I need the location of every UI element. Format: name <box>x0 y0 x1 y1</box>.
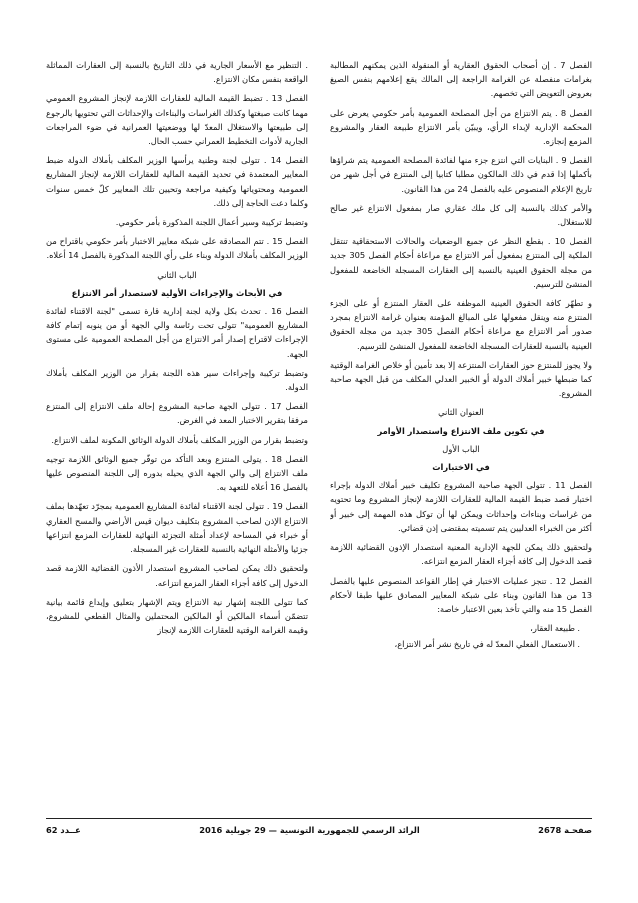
section-heading: العنوان الثاني <box>438 407 484 418</box>
section-heading: الباب الثاني <box>157 269 197 280</box>
paragraph: الفصل 7 . إن أصحاب الحقوق العقارية أو المنقولة الذين يمكنهم المطالبة بغرامات منفصلة عن الغرامة الراجعة إلى المالك يقع إعلامهم بنفس الصيغ بعروض التعويض التي تخصهم. <box>330 60 592 99</box>
paragraph: كما تتولى اللجنة إشهار نية الانتزاع ويتم الإشهار بتعليق وإيداع قائمة بيانية تتضمّن أسماء المالكين أو المالكين المحتملين والمثال القطعي للمشروع، وقيمة الغرامة الوقتية للعقارات اللازمة لإنجاز <box>46 596 308 636</box>
section-title: في الاختبارات <box>432 462 490 473</box>
paragraph: الفصل 16 . تحدث بكل ولاية لجنة إدارية قارة تسمى "لجنة الاقتناء لفائدة المشاريع العمومية" تتولى تحت رئاسة والي الجهة أو من ينوبه إتمام كافة الإجراءات لاقتراح إصدار أمر الانتزاع من أجل المصلحة العمومية على مستوى الجهة. <box>46 306 308 359</box>
list-item: . الاستعمال الفعلي المعدّ له في تاريخ نشر أمر الانتزاع، <box>394 639 580 650</box>
footer-divider <box>46 818 592 819</box>
section-heading: الباب الأول <box>442 443 480 454</box>
right-column <box>330 58 592 812</box>
section-title: في تكوين ملف الانتزاع واستصدار الأوامر <box>377 425 545 436</box>
paragraph: . التنظير مع الأسعار الجارية في ذلك التاريخ بالنسبة إلى العقارات المماثلة الواقعة بنفس مكان الانتزاع. <box>46 60 308 85</box>
paragraph: الفصل 9 . البنايات التي انتزع جزء منها لفائدة المصلحة العمومية يتم شراؤها بأكملها إذا قدم في ذلك المالكون مطلبا كتابيا إلى المنتزع في أجل شهر من تاريخ الإعلام المنصوص عليه بالفصل 24 من هذا القانون. <box>330 155 592 194</box>
paragraph: الفصل 17 . تتولى الجهة صاحبة المشروع إحالة ملف الانتزاع إلى المنتزع مرفقا بتقرير الاختبار المعد في الغرض. <box>46 401 308 426</box>
list-item: . طبيعة العقار، <box>530 623 580 634</box>
paragraph: و تطهّر كافة الحقوق العينية الموظفة على العقار المنتزع أو على الجزء المنتزع منه وينقل مفعولها على المبالغ المؤمنة بعنوان غرامة الانتزاع بمجرد صدور أمر الانتزاع مع مراعاة أحكام الفصل 305 جديد من مجلة الحقوق العينية بالنسبة للعقارات المسجلة الخاضعة للمفعول المنشئ للترسيم. <box>330 298 592 351</box>
paragraph: الفصل 13 . تضبط القيمة المالية للعقارات اللازمة لإنجاز المشروع العمومي مهما كانت صبغتها وكذلك الغراسات والبناءات والإحداثات التي تحتويها بالرجوع إلى طبيعتها والاستغلال المعدّ لها ووضعيتها العمرانية في ضوء المراجعات الجارية لأدوات التخطيط العمراني حسب الحال. <box>46 93 308 147</box>
issue-number: عــدد 62 <box>46 825 81 835</box>
left-column <box>46 58 308 812</box>
publication-title: الرائد الرسمي للجمهورية التونسية — 29 جويلية 2016 <box>199 825 420 835</box>
paragraph: الفصل 8 . يتم الانتزاع من أجل المصلحة العمومية بأمر حكومي يعرض على المحكمة الإدارية لإبداء الرأي، ويبيّن بأمر الانتزاع طبيعة العقار والمشروع المزمع إنجازه. <box>330 107 592 147</box>
section-title: في الأبحاث والإجراءات الأولية لاستصدار أمر الانتزاع <box>71 287 283 298</box>
paragraph: ولتحقيق ذلك يمكن لصاحب المشروع استصدار الأذون القضائية اللازمة قصد الدخول إلى كافة أجزاء العقار المزمع انتزاعه. <box>46 563 308 588</box>
paragraph: وتضبط تركيبة وسير أعمال اللجنة المذكورة بأمر حكومي. <box>115 217 308 228</box>
paragraph: الفصل 10 . بقطع النظر عن جميع الوضعيات والحالات الاستحقاقية تنتقل الملكية إلى المنتزع بمفعول أمر الانتزاع مع مراعاة أحكام الفصل 305 جديد من مجلة الحقوق العينية بالنسبة إلى العقارات المسجلة الخاضعة للمفعول المنشئ للترسيم. <box>330 236 592 289</box>
paragraph: الفصل 11 . تتولى الجهة صاحبة المشروع تكليف خبير أملاك الدولة بإجراء اختبار قصد ضبط القيمة المالية للعقارات اللازمة لإنجاز المشروع وما تحتويه من غراسات وبناءات وإحداثات ويمكن لها أن توكل هذه المهمة إلى خبير أو أكثر من الخبراء العدليين يتم تسميته بمقتضى إذن قضائي. <box>330 480 592 533</box>
paragraph: ولا يجوز للمنتزع حوز العقارات المنتزعة إلا بعد تأمين أو خلاص الغرامة الوقتية كما ضبطها خبير أملاك الدولة أو الخبير العدلي المكلف من قبل الجهة صاحبة المشروع. <box>330 359 592 399</box>
paragraph: الفصل 18 . يتولى المنتزع وبعد التأكد من توفّر جميع الوثائق اللازمة توجيه ملف الانتزاع إلى والي الجهة الذي يحيله بدوره إلى اللجنة المنصوص عليها بالفصل 16 أعلاه للتعهد به. <box>46 453 308 493</box>
paragraph: وتضبط بقرار من الوزير المكلف بأملاك الدولة الوثائق المكونة لملف الانتزاع. <box>51 434 308 445</box>
paragraph: وتضبط تركيبة وإجراءات سير هذه اللجنة بقرار من الوزير المكلف بأملاك الدولة. <box>46 367 308 393</box>
paragraph: الفصل 14 . تتولى لجنة وطنية يرأسها الوزير المكلف بأملاك الدولة ضبط المعايير المعتمدة في تحديد القيمة المالية للعقارات اللازمة لإنجاز المشاريع العمومية ومحتوياتها وكيفية مراجعة وتحيين تلك المعايير كلّ خمس سنوات وكلما دعت الحاجة إلى ذلك. <box>46 155 308 208</box>
paragraph: الفصل 12 . تنجز عمليات الاختبار في إطار القواعد المنصوص عليها بالفصل 13 من هذا القانون وبناء على شبكة المعايير المصادق عليها طبقا لأحكام الفصل 15 منه والتي تأخذ بعين الاعتبار خاصة: <box>330 575 592 614</box>
paragraph: والأمر كذلك بالنسبة إلى كل ملك عقاري صار بمفعول الانتزاع غير صالح للاستغلال. <box>330 202 592 228</box>
paragraph: الفصل 15 . تتم المصادقة على شبكة معايير الاختبار بأمر حكومي باقتراح من الوزير المكلف بأملاك الدولة وبناء على رأي اللجنة المذكورة بالفصل 14 أعلاه. <box>46 236 308 261</box>
page-footer <box>46 822 592 838</box>
paragraph: الفصل 19 . تتولى لجنة الاقتناء لفائدة المشاريع العمومية بمجرّد تعهّدها بملف الانتزاع الإذن لصاحب المشروع بتكليف ديوان قيس الأراضي والمسح العقاري أو خبراء في المساحة لإعداد أمثلة التجزئة النهائية للعقارات المزمع انتزاعها جزئيا والأمثلة النهائية بالنسبة للعقارات غير المسجلة. <box>46 501 308 555</box>
paragraph: ولتحقيق ذلك يمكن للجهة الإدارية المعنية استصدار الإذون القضائية اللازمة قصد الدخول إلى كافة أجزاء العقار المزمع انتزاعه. <box>330 542 592 567</box>
page-number: صفحـة 2678 <box>538 825 592 835</box>
text-columns <box>46 58 592 812</box>
